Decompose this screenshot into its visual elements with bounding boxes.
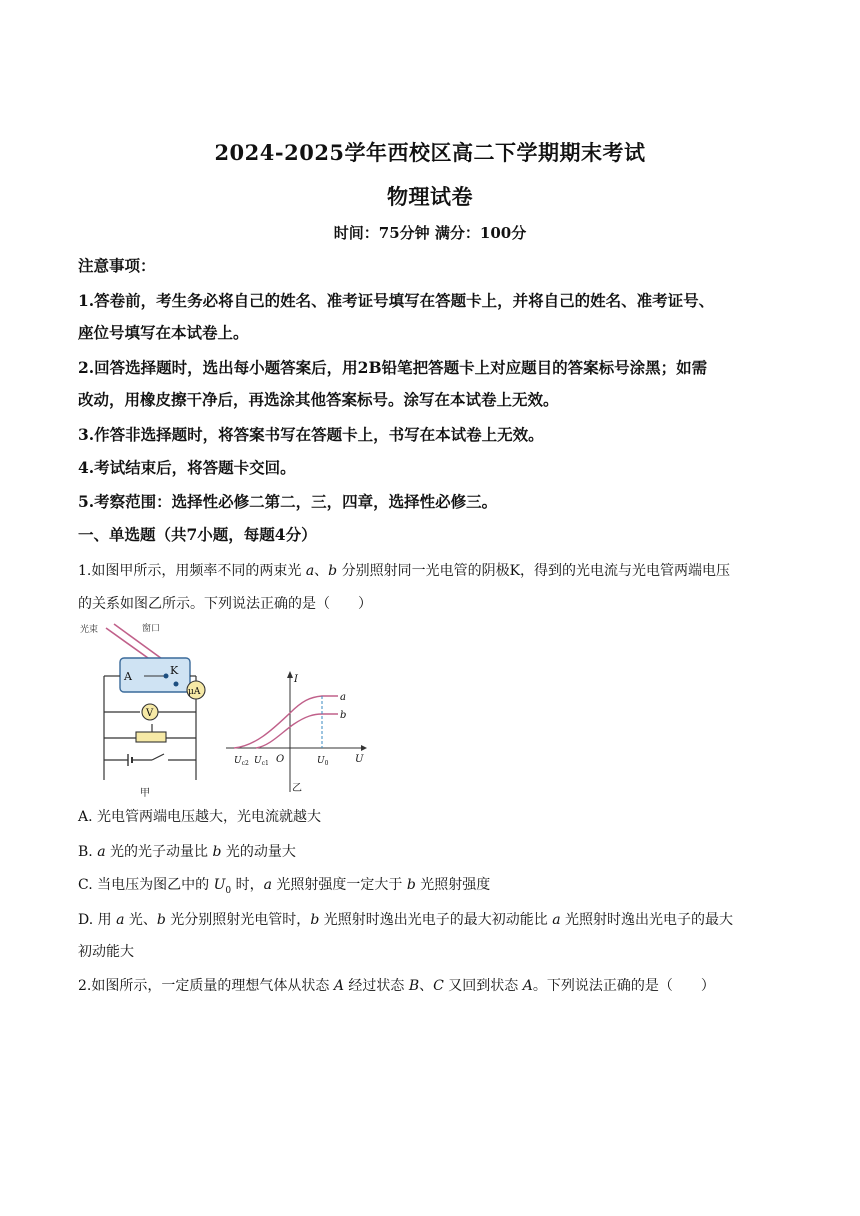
notice-item-3: 3.作答非选择题时，将答案书写在答题卡上，书写在本试卷上无效。: [78, 425, 544, 444]
label-I: I: [294, 674, 298, 685]
q1-figure-jia: [78, 620, 218, 800]
label-a: a: [340, 692, 346, 703]
notice-item-1-line-2: 座位号填写在本试卷上。: [78, 323, 249, 342]
svg-text:Uc2: $U_{c2}$: [234, 756, 249, 767]
label-window: 窗口: [142, 624, 161, 634]
label-U: U: [355, 754, 364, 765]
notice-item-5: 5.考察范围：选择性必修二第二，三，四章，选择性必修三。: [78, 492, 498, 511]
caption-yi: 乙: [292, 783, 302, 794]
q1-option-d-line-1: D. 用 a 光、b 光分别照射光电管时，b 光照射时逸出光电子的最大初动能比 a 光照射时逸出光电子的最大: [78, 912, 733, 928]
section-1-heading: 一、单选题（共7小题，每题4分）: [78, 525, 317, 544]
q1-figure-yi: [226, 668, 371, 798]
notice-item-4: 4.考试结束后，将答题卡交回。: [78, 458, 296, 477]
label-beam: 光束: [80, 625, 99, 635]
label-V: V: [146, 708, 154, 719]
q1-option-b: B. a 光的光子动量比 b 光的动量大: [78, 844, 296, 860]
curve-b: [256, 714, 338, 748]
label-b: b: [340, 710, 347, 721]
exam-subject: 物理试卷: [387, 184, 473, 209]
caption-jia: 甲: [140, 788, 150, 799]
label-A: A: [124, 670, 132, 683]
q1-stem-line-1: 1.如图甲所示，用频率不同的两束光 a、b 分别照射同一光电管的阴极K，得到的光电流与光电管两端电压: [78, 563, 731, 579]
q1-option-c: C. 当电压为图乙中的 $U_0$ 时，a 光照射强度一定大于 b 光照射强度: [78, 877, 491, 896]
notice-heading: 注意事项：: [78, 256, 156, 275]
q1-option-a: A. 光电管两端电压越大，光电流就越大: [78, 809, 322, 825]
rheostat: [136, 732, 166, 742]
svg-text:U0: $U_0$: [317, 756, 329, 767]
svg-text:Uc1: $U_{c1}$: [254, 756, 269, 767]
label-K: K: [170, 664, 179, 677]
notice-item-2-line-1: 2.回答选择题时，选出每小题答案后，用2B铅笔把答题卡上对应题目的答案标号涂黑；如需: [78, 358, 708, 377]
label-uA: μA: [188, 687, 201, 697]
label-O: O: [276, 754, 285, 765]
exam-title: 2024-2025学年西校区高二下学期期末考试: [214, 140, 646, 165]
switch: [152, 754, 164, 760]
notice-item-2-line-2: 改动，用橡皮擦干净后，再选涂其他答案标号。涂写在本试卷上无效。: [78, 390, 559, 409]
q2-stem: 2.如图所示，一定质量的理想气体从状态 A 经过状态 B、C 又回到状态 A。下列说法正确的是（ ）: [78, 978, 715, 994]
exam-time-score: 时间：75分钟 满分：100分: [333, 224, 527, 242]
q1-option-d-line-2: 初动能大: [78, 944, 134, 960]
q1-stem-line-2: 的关系如图乙所示。下列说法正确的是（ ）: [78, 596, 372, 612]
notice-item-1-line-1: 1.答卷前，考生务必将自己的姓名、准考证号填写在答题卡上，并将自己的姓名、准考证号、: [78, 291, 715, 310]
